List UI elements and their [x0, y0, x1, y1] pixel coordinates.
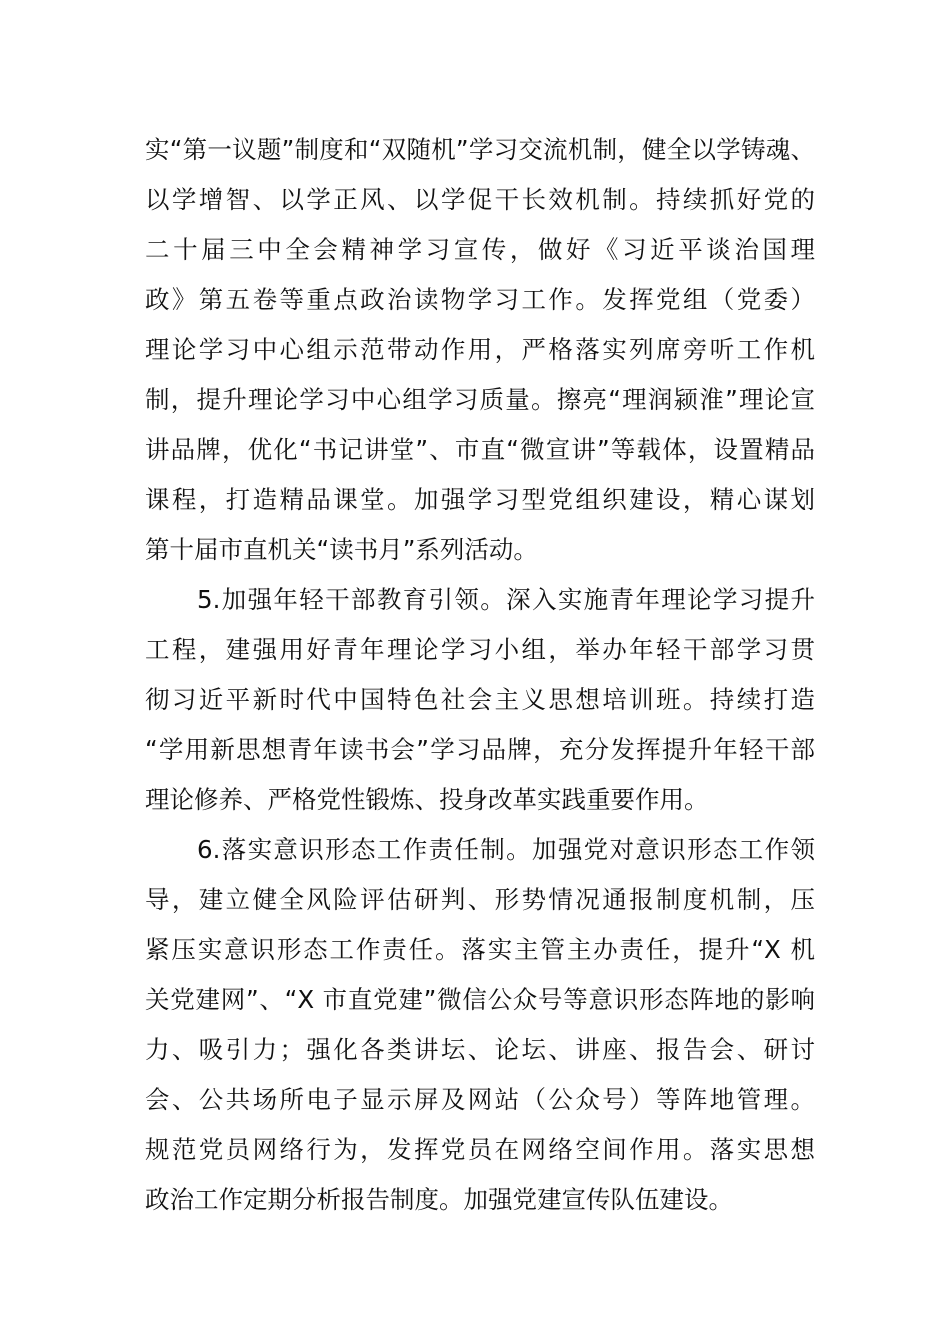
text-line: 二十届三中全会精神学习宣传，做好《习近平谈治国理 [145, 235, 815, 264]
text-line: 规范党员网络行为，发挥党员在网络空间作用。落实思想 [145, 1135, 815, 1164]
text-line: 理论学习中心组示范带动作用，严格落实列席旁听工作机 [145, 335, 815, 364]
text-line: “学用新思想青年读书会”学习品牌，充分发挥提升年轻干部 [145, 735, 815, 764]
text-line: 理论修养、严格党性锻炼、投身改革实践重要作用。 [145, 785, 709, 814]
text-line: 政》第五卷等重点政治读物学习工作。发挥党组（党委） [145, 285, 815, 314]
text-line: 以学增智、以学正风、以学促干长效机制。持续抓好党的 [145, 185, 815, 214]
text-line: 工程，建强用好青年理论学习小组，举办年轻干部学习贯 [145, 635, 815, 664]
text-line: 力、吸引力；强化各类讲坛、论坛、讲座、报告会、研讨 [145, 1035, 815, 1064]
text-line: 第十届市直机关“读书月”系列活动。 [145, 535, 538, 564]
body-text [145, 125, 815, 1225]
text-line: 导，建立健全风险评估研判、形势情况通报制度机制，压 [145, 885, 815, 914]
text-line: 政治工作定期分析报告制度。加强党建宣传队伍建设。 [145, 1185, 733, 1214]
text-line: 实“第一议题”制度和“双随机”学习交流机制，健全以学铸魂、 [145, 135, 815, 164]
text-line: 课程，打造精品课堂。加强学习型党组织建设，精心谋划 [145, 485, 815, 514]
text-line: 紧压实意识形态工作责任。落实主管主办责任，提升“X 机 [145, 935, 815, 964]
text-line: 制，提升理论学习中心组学习质量。擦亮“理润颍淮”理论宣 [145, 385, 815, 414]
text-line: 彻习近平新时代中国特色社会主义思想培训班。持续打造 [145, 685, 815, 714]
text-line: 讲品牌，优化“书记讲堂”、市直“微宣讲”等载体，设置精品 [145, 435, 815, 464]
section-heading-line: 5.加强年轻干部教育引领。深入实施青年理论学习提升 [197, 585, 815, 614]
text-line: 关党建网”、“X 市直党建”微信公众号等意识形态阵地的影响 [145, 985, 815, 1014]
text-line: 会、公共场所电子显示屏及网站（公众号）等阵地管理。 [145, 1085, 815, 1114]
section-heading-line: 6.落实意识形态工作责任制。加强党对意识形态工作领 [197, 835, 815, 864]
